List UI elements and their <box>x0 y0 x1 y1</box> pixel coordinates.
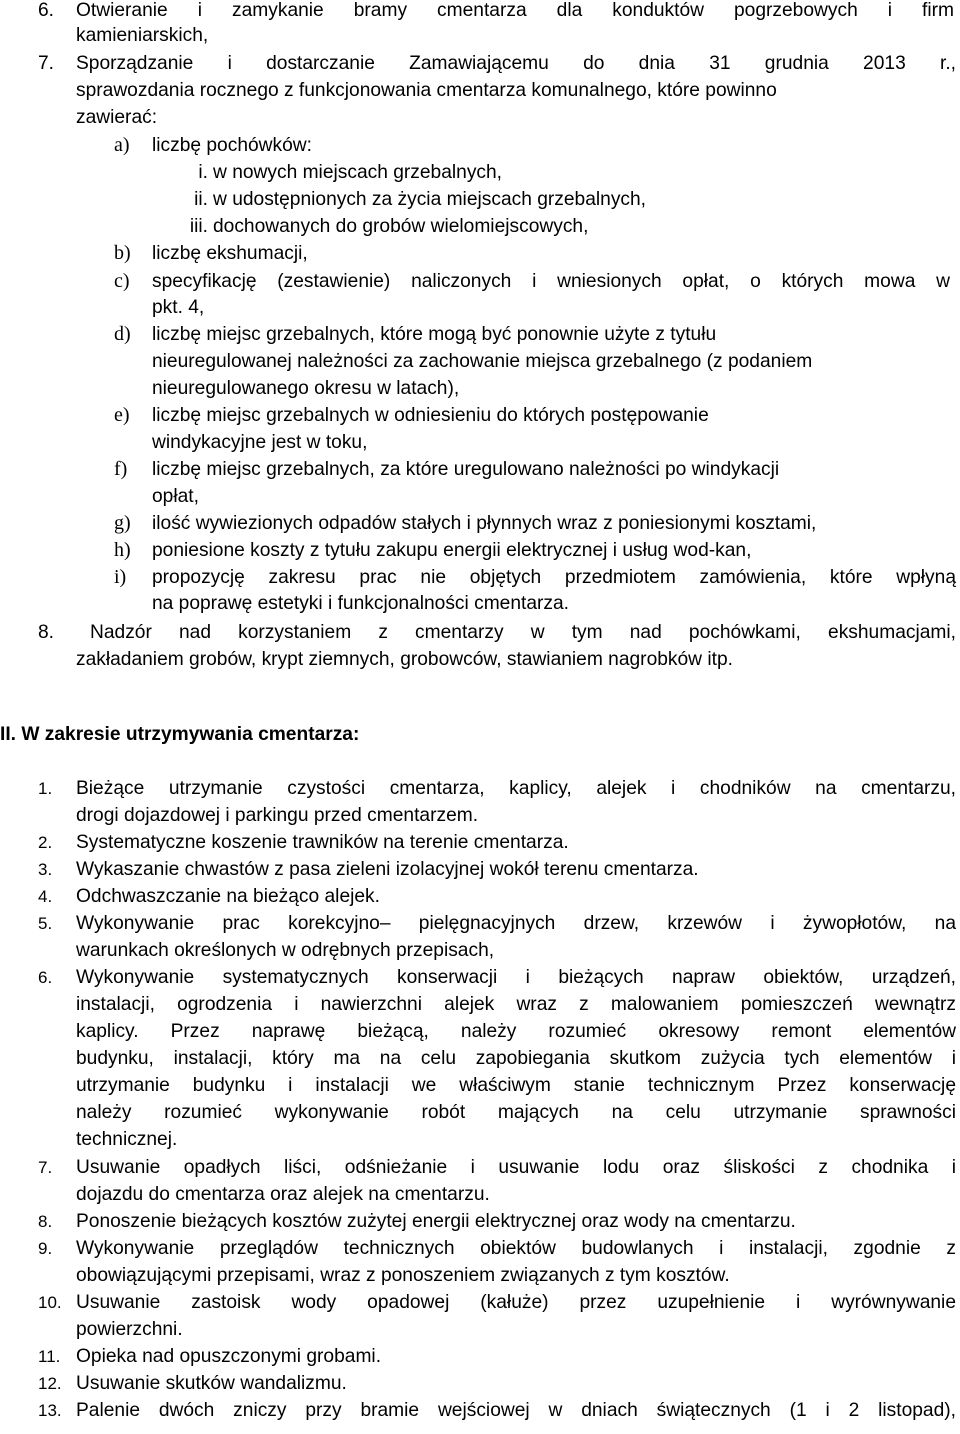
item-text: Usuwanie zastoisk wody opadowej (kałuże) przez uzupełnienie i wyrównywanie <box>76 1292 956 1313</box>
list-marker: 7. <box>38 53 55 74</box>
item-text: Wykonywanie prac korekcyjno– pielęgnacyjnych drzew, krzewów i żywopłotów, na <box>76 913 956 934</box>
item-text: Sporządzanie i dostarczanie Zamawiającemu do dnia 31 grudnia 2013 r., <box>76 53 956 74</box>
list-marker: 3. <box>38 860 53 879</box>
item-text: budynku, instalacji, który ma na celu zapobiegania skutkom zużycia tych elementów i <box>76 1048 956 1069</box>
item-text: Wykonywanie przeglądów technicznych obiektów budowlanych i instalacji, zgodnie z <box>76 1238 956 1259</box>
item-text: obowiązującymi przepisami, wraz z ponoszeniem związanych z tym kosztów. <box>76 1265 730 1286</box>
item-text: opłat, <box>152 486 199 507</box>
list-marker: c) <box>114 270 130 292</box>
item-text: należy rozumieć wykonywanie robót mających na celu utrzymanie sprawności <box>76 1102 956 1123</box>
item-text: kamieniarskich, <box>76 25 209 46</box>
item-text: warunkach określonych w odrębnych przepisach, <box>76 940 495 961</box>
list-marker: 6. <box>38 968 53 987</box>
item-text: ilość wywiezionych odpadów stałych i płynnych wraz z poniesionymi kosztami, <box>152 513 817 534</box>
list-marker: 9. <box>38 1239 53 1258</box>
list-marker: b) <box>114 242 131 264</box>
item-text: na poprawę estetyki i funkcjonalności cmentarza. <box>152 593 570 614</box>
list-marker: f) <box>114 458 128 480</box>
list-marker: 4. <box>38 887 53 906</box>
item-text: utrzymanie budynku i instalacji we właściwym stanie technicznym Przez konserwację <box>76 1075 956 1096</box>
item-text: dochowanych do grobów wielomiejscowych, <box>213 216 589 237</box>
item-text: zawierać: <box>76 107 158 128</box>
list-marker: g) <box>114 512 131 534</box>
item-text: kaplicy. Przez naprawę bieżącą, należy rozumieć okresowy remont elementów <box>76 1021 956 1042</box>
item-text: Otwieranie i zamykanie bramy cmentarza dla konduktów pogrzebowych i firm <box>76 0 954 21</box>
item-text: pkt. 4, <box>152 297 205 318</box>
item-text: windykacyjne jest w toku, <box>152 432 368 453</box>
list-marker: 13. <box>38 1401 62 1420</box>
item-text: zakładaniem grobów, krypt ziemnych, grobowców, stawianiem nagrobków itp. <box>76 649 733 670</box>
item-text: nieuregulowanego okresu w latach), <box>152 378 460 399</box>
item-text: Opieka nad opuszczonymi grobami. <box>76 1346 382 1367</box>
item-text: liczbę miejsc grzebalnych, za które uregulowano należności po windykacji <box>152 459 780 480</box>
item-text: liczbę miejsc grzebalnych, które mogą być ponownie użyte z tytułu <box>152 324 717 345</box>
item-text: sprawozdania rocznego z funkcjonowania cmentarza komunalnego, które powinno <box>76 80 777 101</box>
item-text: Wykaszanie chwastów z pasa zieleni izolacyjnej wokół terenu cmentarza. <box>76 859 699 880</box>
section-heading: II. W zakresie utrzymywania cmentarza: <box>0 724 360 745</box>
item-text: liczbę ekshumacji, <box>152 243 308 264</box>
list-marker: 1. <box>38 779 53 798</box>
list-marker: 11. <box>38 1347 61 1366</box>
item-text: powierzchni. <box>76 1319 183 1340</box>
list-marker: 7. <box>38 1158 53 1177</box>
item-text: Nadzór nad korzystaniem z cmentarzy w tym nad pochówkami, ekshumacjami, <box>90 622 956 643</box>
list-marker: 12. <box>38 1374 62 1393</box>
list-marker: 5. <box>38 914 53 933</box>
item-text: w udostępnionych za życia miejscach grzebalnych, <box>213 189 647 210</box>
item-text: Wykonywanie systematycznych konserwacji i bieżących napraw obiektów, urządzeń, <box>76 967 956 988</box>
list-marker: 8. <box>38 622 55 643</box>
list-marker: 6. <box>38 0 55 21</box>
list-marker: d) <box>114 323 131 345</box>
list-marker: iii. <box>189 216 208 237</box>
item-text: Usuwanie opadłych liści, odśnieżanie i usuwanie lodu oraz śliskości z chodnika i <box>76 1157 956 1178</box>
item-text: Bieżące utrzymanie czystości cmentarza, kaplicy, alejek i chodników na cmentarzu, <box>76 778 956 799</box>
item-text: Ponoszenie bieżących kosztów zużytej energii elektrycznej oraz wody na cmentarzu. <box>76 1211 796 1232</box>
item-text: Usuwanie skutków wandalizmu. <box>76 1373 347 1394</box>
item-text: drogi dojazdowej i parkingu przed cmentarzem. <box>76 805 479 826</box>
list-marker: 8. <box>38 1212 53 1231</box>
item-text: Systematyczne koszenie trawników na terenie cmentarza. <box>76 832 569 853</box>
item-text: specyfikację (zestawienie) naliczonych i wniesionych opłat, o których mowa w <box>152 271 950 292</box>
item-text: Odchwaszczanie na bieżąco alejek. <box>76 886 380 907</box>
item-text: propozycję zakresu prac nie objętych przedmiotem zamówienia, które wpłyną <box>152 567 956 588</box>
list-marker: h) <box>114 539 131 561</box>
item-text: nieuregulowanej należności za zachowanie miejsca grzebalnego (z podaniem <box>152 351 813 372</box>
item-text: liczbę miejsc grzebalnych w odniesieniu do których postępowanie <box>152 405 709 426</box>
list-marker: ii. <box>194 189 208 210</box>
list-marker: 10. <box>38 1293 62 1312</box>
list-marker: a) <box>114 134 130 156</box>
item-text: poniesione koszty z tytułu zakupu energii elektrycznej i usług wod-kan, <box>152 540 752 561</box>
item-text: liczbę pochówków: <box>152 135 312 156</box>
list-marker: i. <box>198 162 208 183</box>
item-text: dojazdu do cmentarza oraz alejek na cmentarzu. <box>76 1184 490 1205</box>
item-text: w nowych miejscach grzebalnych, <box>213 162 503 183</box>
list-marker: e) <box>114 404 130 426</box>
item-text: technicznej. <box>76 1129 178 1150</box>
list-marker: i) <box>114 566 127 588</box>
item-text: Palenie dwóch zniczy przy bramie wejściowej w dniach świątecznych (1 i 2 listopad), <box>76 1400 956 1421</box>
list-marker: 2. <box>38 833 53 852</box>
item-text: instalacji, ogrodzenia i nawierzchni alejek wraz z malowaniem pomieszczeń wewnątrz <box>76 994 956 1015</box>
